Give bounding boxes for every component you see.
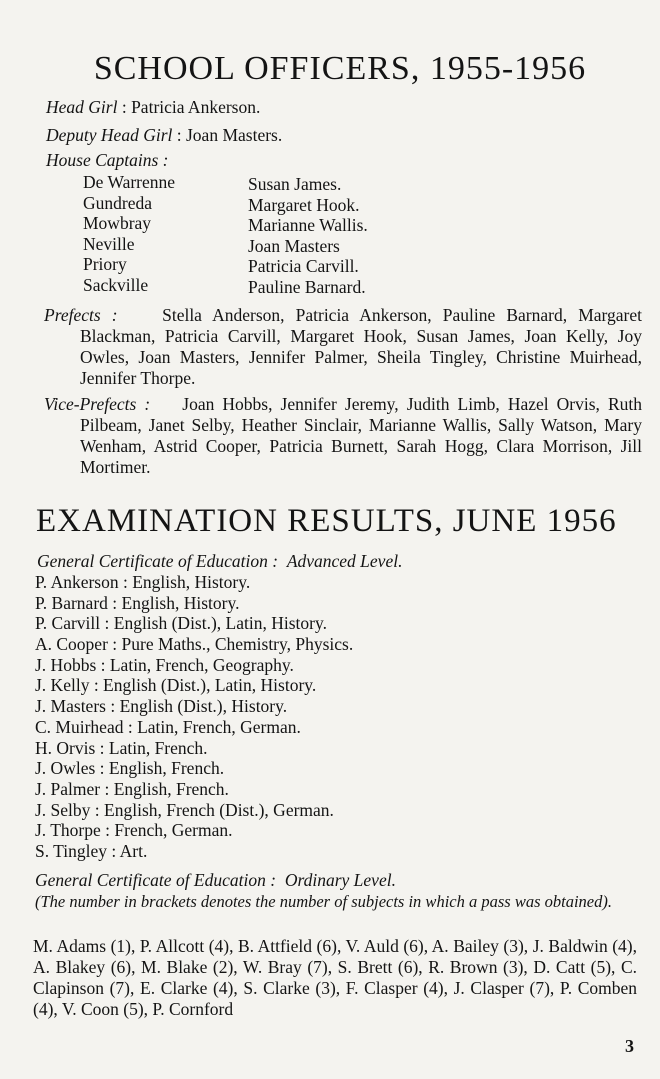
- advanced-heading-b: Advanced Level.: [286, 551, 403, 571]
- advanced-level-heading: [37, 551, 402, 572]
- captain-name: Patricia Carvill.: [248, 256, 359, 276]
- vice-prefects-label: Vice-Prefects :: [44, 394, 151, 414]
- officers-title: SCHOOL OFFICERS, 1955-1956: [93, 50, 587, 87]
- captain-name: Joan Masters: [248, 235, 340, 256]
- exams-title: EXAMINATION RESULTS, JUNE 1956: [36, 503, 617, 539]
- list-item: J. Owles : English, French.: [35, 758, 225, 779]
- house-name: Priory: [83, 254, 127, 274]
- list-item: P. Barnard : English, History.: [35, 592, 240, 613]
- list-item: J. Kelly : English (Dist.), Latin, History.: [35, 675, 317, 696]
- house-name: De Warrenne: [83, 172, 176, 192]
- page-number: 3: [625, 1036, 634, 1056]
- deputy-head-girl-label: Deputy Head Girl: [46, 125, 173, 145]
- ordinary-results-text: M. Adams (1), P. Allcott (4), B. Attfield (6), V. Auld (6), A. Bailey (3), J. Baldwin (4), A. Blakey (6), M. Blake (2), W. Bray (7), S. Brett (6), R. Brown (3), D. Catt (5), C. Clapinson (7), E. Clarke (4), S. Clarke (3), F. Clasper (4), J. Clasper (7), P. Comben (4), V. Coon (5), P. Cornford: [33, 936, 637, 1019]
- prefects-names: Stella Anderson, Patricia Ankerson, Pauline Barnard, Margaret Blackman, Patricia Carvill, Margaret Hook, Susan James, Joan Kelly, Joy Owles, Joan Masters, Jennifer Palmer, Sheila Tingley, Christine Muirhead, Jennifer Thorpe.: [80, 305, 643, 388]
- list-item: S. Tingley : Art.: [35, 840, 148, 861]
- list-item: J. Masters : English (Dist.), History.: [35, 696, 288, 717]
- list-item: J. Thorpe : French, German.: [35, 820, 233, 841]
- captain-name: Pauline Barnard.: [248, 276, 366, 297]
- deputy-head-girl-line: Deputy Head Girl : Joan Masters.: [46, 125, 283, 145]
- captain-name: Margaret Hook.: [248, 194, 360, 215]
- list-item: H. Orvis : Latin, French.: [35, 737, 208, 758]
- vice-prefects-names: Joan Hobbs, Jennifer Jeremy, Judith Limb, Hazel Orvis, Ruth Pilbeam, Janet Selby, Heather Sinclair, Marianne Wallis, Sally Watson, Mary Wenham, Astrid Cooper, Patricia Burnett, Sarah Hogg, Clara Morrison, Jill Mortimer.: [80, 394, 642, 477]
- ordinary-heading-a: General Certificate of Education :: [35, 870, 277, 890]
- house-name: Sackville: [83, 274, 149, 295]
- vice-prefects-paragraph: [44, 394, 642, 478]
- prefects-label: Prefects :: [44, 305, 118, 325]
- ordinary-note-text: (The number in brackets denotes the number of subjects in which a pass was obtained).: [35, 892, 612, 911]
- list-item: P. Ankerson : English, History.: [35, 572, 251, 592]
- head-girl-line: Head Girl : Patricia Ankerson.: [46, 97, 261, 117]
- list-item: C. Muirhead : Latin, French, German.: [35, 716, 301, 737]
- house-name: Gundreda: [83, 192, 153, 213]
- house-captains-label: House Captains :: [46, 150, 169, 170]
- advanced-heading-a: General Certificate of Education :: [37, 551, 279, 571]
- prefects-paragraph: [44, 305, 642, 389]
- ordinary-level-heading: [35, 870, 396, 891]
- list-item: P. Carvill : English (Dist.), Latin, History.: [35, 613, 327, 634]
- list-item: J. Selby : English, French (Dist.), German.: [35, 799, 334, 820]
- captain-name: Marianne Wallis.: [248, 215, 368, 235]
- head-girl-label: Head Girl: [46, 97, 118, 117]
- list-item: J. Hobbs : Latin, French, Geography.: [35, 654, 294, 675]
- captain-name: Susan James.: [248, 174, 342, 194]
- ordinary-heading-b: Ordinary Level.: [284, 870, 396, 890]
- ordinary-note: [35, 891, 635, 912]
- house-name: Neville: [83, 233, 135, 254]
- advanced-results-list: [35, 572, 353, 862]
- house-name: Mowbray: [83, 213, 152, 233]
- head-girl-value: Patricia Ankerson.: [131, 97, 261, 117]
- list-item: J. Palmer : English, French.: [35, 778, 229, 799]
- deputy-head-girl-value: Joan Masters.: [186, 125, 283, 145]
- ordinary-results-paragraph: [33, 936, 637, 1020]
- list-item: A. Cooper : Pure Maths., Chemistry, Physics.: [35, 634, 354, 655]
